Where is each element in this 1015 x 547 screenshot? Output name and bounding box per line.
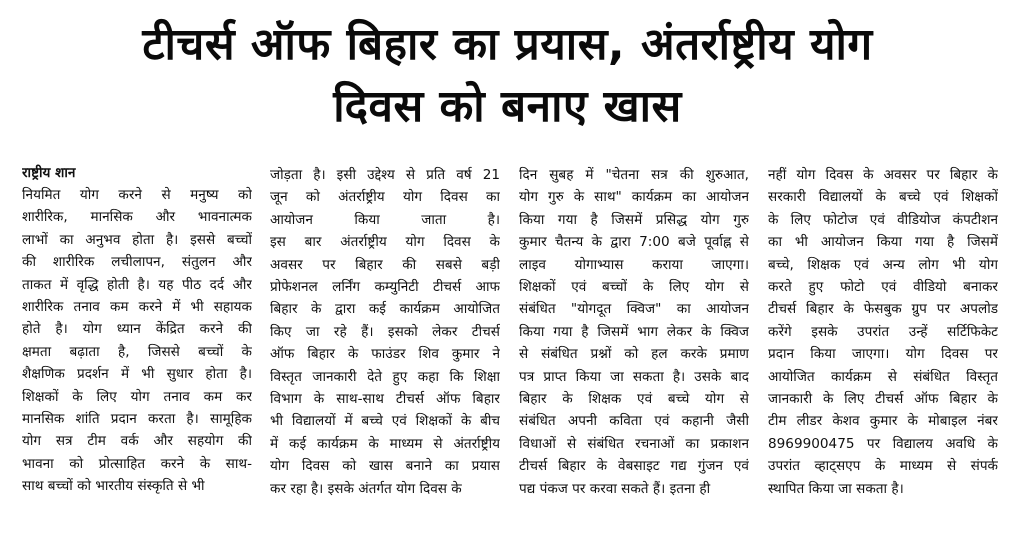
- text-line: ऑफ बिहार के फाउंडर शिव कुमार ने: [270, 346, 500, 363]
- headline-line-2: दिवस को बनाए खास: [333, 81, 682, 132]
- text-line: शैक्षणिक प्रदर्शन में भी सुधार होता है।: [22, 366, 252, 383]
- column-1-text: [22, 184, 252, 498]
- text-line: जोड़ता है। इसी उद्देश्य से प्रति वर्ष 21: [270, 167, 500, 183]
- text-line: स्थापित किया जा सकता है।: [768, 480, 904, 497]
- text-line: किया गया है जिसमें प्रसिद्ध योग गुरु: [519, 211, 749, 228]
- text-line: टीम लीडर केशव कुमार के मोबाइल नंबर: [768, 413, 998, 430]
- headline: [0, 14, 1015, 138]
- text-line: इस बार अंतर्राष्ट्रीय योग दिवस के: [270, 234, 500, 251]
- text-line: कुमार चैतन्य के द्वारा 7:00 बजे पूर्वाह्न से: [519, 234, 749, 251]
- text-line: टीचर्स बिहार के वेबसाइट गद्य गुंजन एवं: [519, 458, 749, 475]
- text-line: की शारीरिक लचीलापन, संतुलन और: [22, 254, 252, 271]
- text-line: करते हुए फोटो एवं वीडियो बनाकर: [768, 279, 998, 296]
- text-line: साथ बच्चों को भारतीय संस्कृति से भी: [22, 478, 205, 495]
- text-line: संबंधित अपनी कविता एवं कहानी जैसी: [519, 413, 749, 430]
- text-line: योग दिवस को खास बनाने का प्रयास: [270, 458, 500, 475]
- text-line: भावना को प्रोत्साहित करने के साथ-: [22, 455, 252, 472]
- article-body: [22, 164, 1002, 542]
- text-line: में कई कार्यक्रम के माध्यम से अंतर्राष्ट्रीय: [270, 435, 500, 452]
- text-line: से संबंधित प्रश्नों को हल करके प्रमाण: [519, 346, 749, 363]
- text-line: योग गुरु के साथ" कार्यक्रम का आयोजन: [519, 189, 749, 206]
- text-line: शिक्षकों एवं बच्चों के लिए योग से: [519, 279, 749, 296]
- text-line: कर रहा है। इसके अंतर्गत योग दिवस के: [270, 480, 462, 497]
- article-column-1: [22, 164, 252, 542]
- text-line: भी विद्यालयों में बच्चे एवं शिक्षकों के बीच: [270, 413, 500, 430]
- article-column-2: [270, 164, 500, 542]
- text-line: करेंगे इसके उपरांत उन्हें सर्टिफिकेट: [768, 323, 998, 340]
- text-line: बिहार के शिक्षक एवं बच्चे योग से: [519, 391, 749, 408]
- text-line: क्षमता बढ़ाता है, जिससे बच्चों के: [22, 343, 252, 360]
- text-line: का भी आयोजन किया गया है जिसमें: [768, 234, 998, 251]
- text-line: नहीं योग दिवस के अवसर पर बिहार के: [768, 167, 998, 183]
- text-line: उपरांत व्हाट्सएप के माध्यम से संपर्क: [768, 458, 998, 475]
- text-line: प्रदान किया जाएगा। योग दिवस पर: [768, 346, 998, 363]
- text-line: शिक्षकों के लिए योग तनाव कम कर: [22, 388, 252, 405]
- column-2-text: [270, 164, 500, 500]
- text-line: 8969900475 पर विद्यालय अवधि के: [768, 435, 998, 452]
- text-line: संबंधित "योगदूत क्विज" का आयोजन: [519, 301, 749, 318]
- text-line: मानसिक शांति प्रदान करता है। सामूहिक: [22, 411, 252, 428]
- text-line: ताकत में वृद्धि होती है। यह पीठ दर्द और: [22, 276, 252, 293]
- text-line: बिहार के द्वारा कई कार्यक्रम आयोजित: [270, 301, 500, 318]
- text-line: बच्चे, शिक्षक एवं अन्य लोग भी योग: [768, 256, 998, 273]
- text-line: शारीरिक तनाव कम करने में भी सहायक: [22, 299, 252, 316]
- text-line: शारीरिक, मानसिक और भावनात्मक: [22, 209, 252, 226]
- text-line: के लिए फोटोज एवं वीडियोज कंपटीशन: [768, 211, 998, 228]
- text-line: होते है। योग ध्यान केंद्रित करने की: [22, 321, 252, 338]
- text-line: विभाग के साथ-साथ टीचर्स ऑफ बिहार: [270, 391, 500, 408]
- text-line: विस्तृत जानकारी देते हुए कहा कि शिक्षा: [270, 368, 500, 385]
- article-column-3: [519, 164, 749, 542]
- text-line: टीचर्स बिहार के फेसबुक ग्रुप पर अपलोड: [768, 301, 998, 318]
- text-line: प्रोफेशनल लर्निंग कम्युनिटी टीचर्स आफ: [270, 279, 500, 296]
- text-line: आयोजन किया जाता है।: [270, 211, 500, 228]
- text-line: जून को अंतर्राष्ट्रीय योग दिवस का: [270, 189, 500, 206]
- text-line: नियमित योग करने से मनुष्य को: [22, 187, 252, 203]
- text-line: अवसर पर बिहार की सबसे बड़ी: [270, 256, 500, 273]
- text-line: सरकारी विद्यालयों के बच्चे एवं शिक्षकों: [768, 189, 998, 206]
- text-line: किया गया है जिसमें भाग लेकर के क्विज: [519, 323, 749, 340]
- text-line: पत्र प्राप्त किया जा सकता है। उसके बाद: [519, 368, 749, 385]
- text-line: दिन सुबह में "चेतना सत्र की शुरुआत,: [519, 167, 749, 183]
- text-line: पद्य पंकज पर करवा सकते हैं। इतना ही: [519, 480, 711, 497]
- text-line: योग सत्र टीम वर्क और सहयोग की: [22, 433, 252, 450]
- column-3-text: [519, 164, 749, 500]
- headline-line-1: टीचर्स ऑफ बिहार का प्रयास, अंतर्राष्ट्रीय योग: [142, 19, 873, 70]
- text-line: जानकारी के लिए टीचर्स ऑफ बिहार के: [768, 391, 998, 408]
- article-column-4: [768, 164, 998, 542]
- text-line: लाइव योगाभ्यास कराया जाएगा।: [519, 256, 749, 273]
- text-line: आयोजित कार्यक्रम से संबंधित विस्तृत: [768, 368, 998, 385]
- byline: राष्ट्रीय शान: [22, 165, 76, 181]
- column-4-text: [768, 164, 998, 500]
- text-line: लाभों का अनुभव होता है। इससे बच्चों: [22, 231, 252, 248]
- text-line: किए जा रहे हैं। इसको लेकर टीचर्स: [270, 323, 500, 340]
- text-line: विधाओं से संबंधित रचनाओं का प्रकाशन: [519, 435, 749, 452]
